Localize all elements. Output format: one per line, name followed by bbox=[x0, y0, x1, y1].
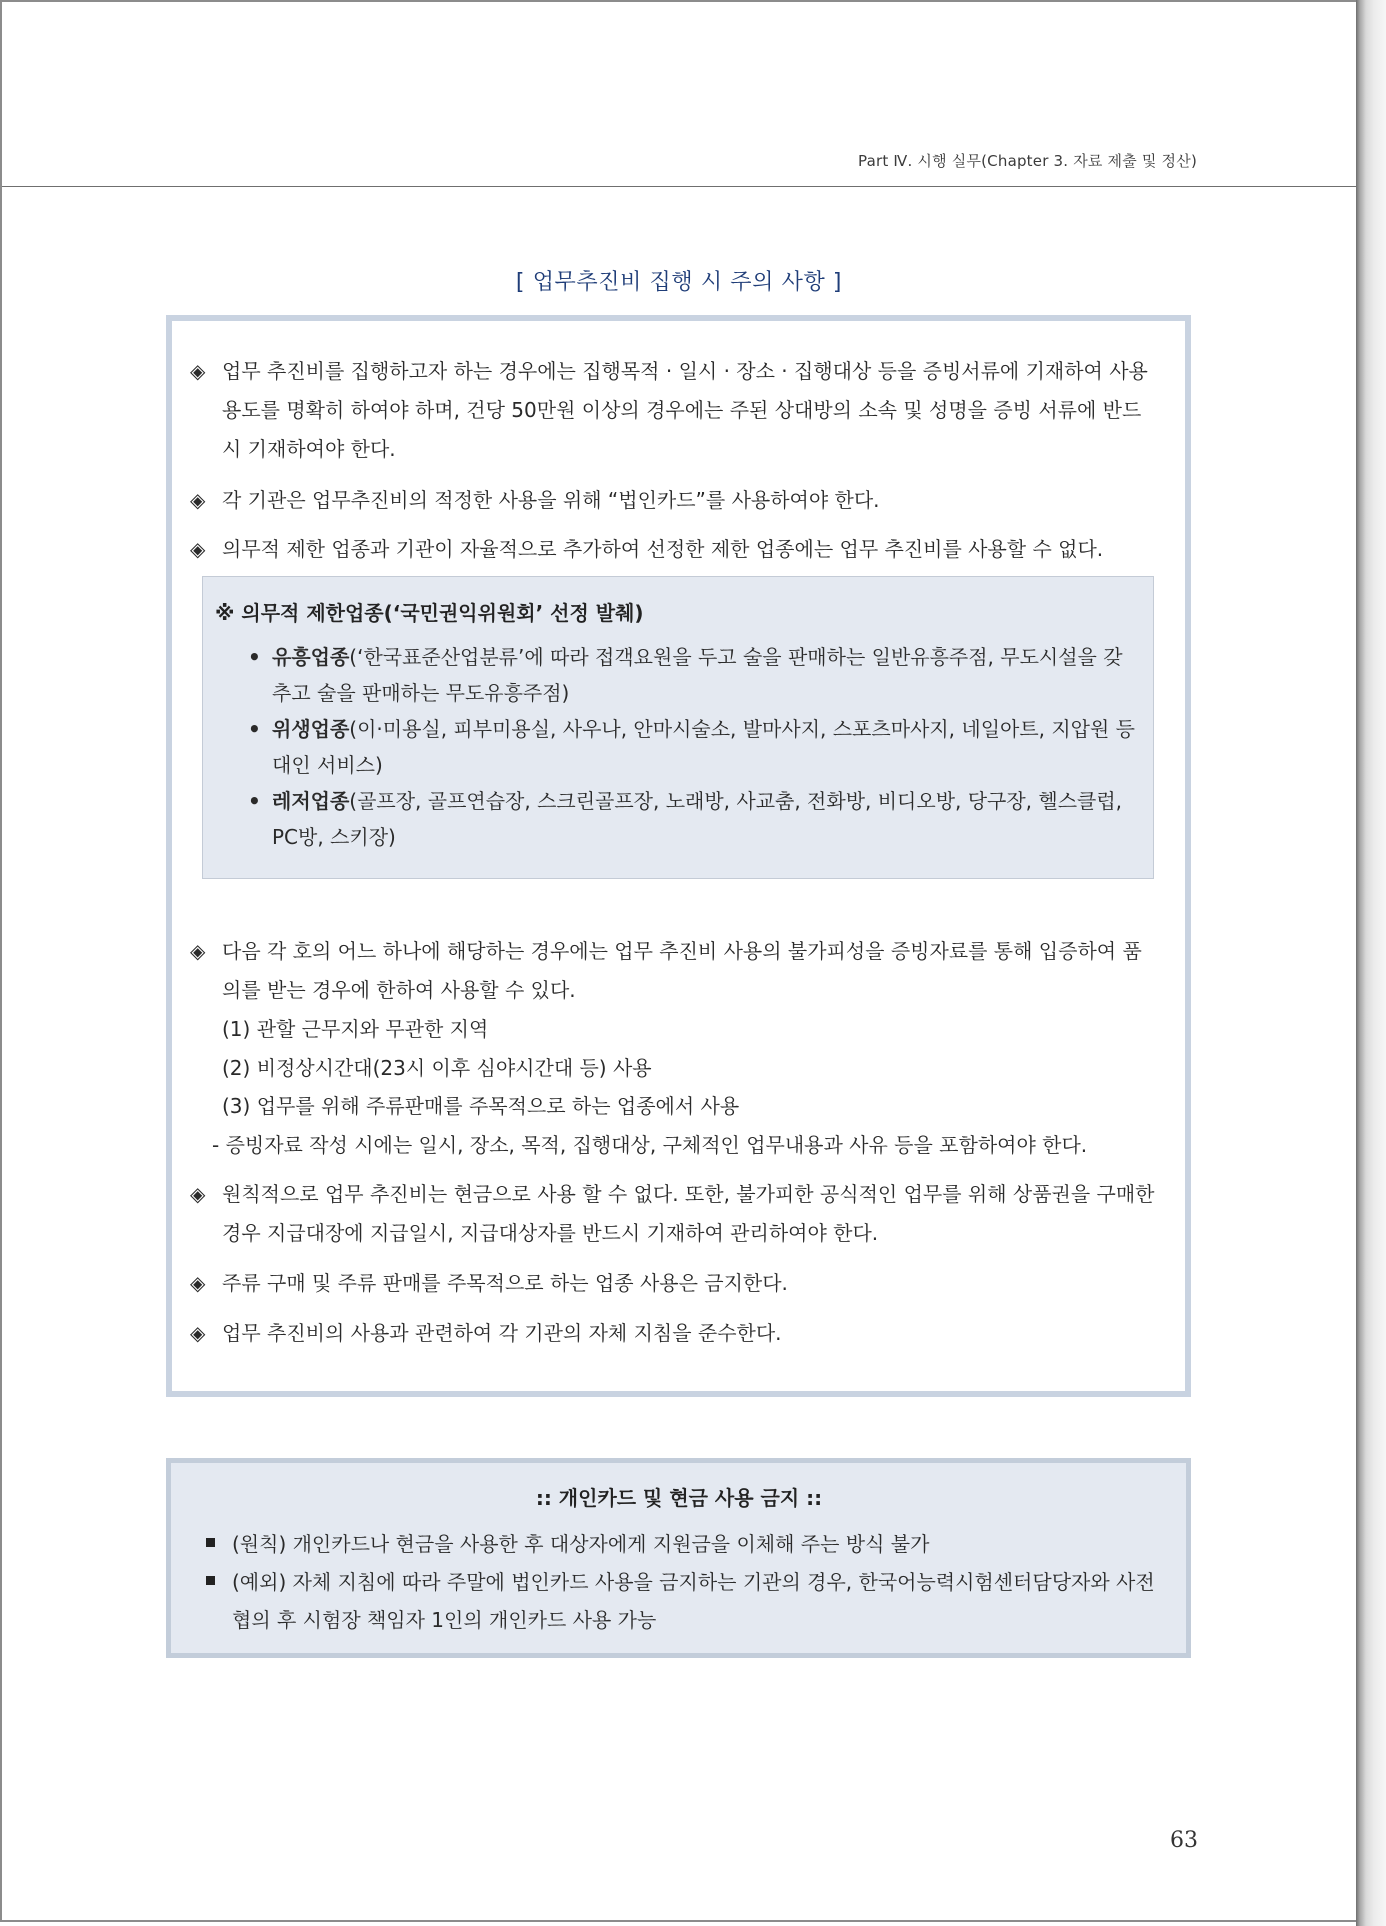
restricted-entry-detail: (이·미용실, 피부미용실, 사우나, 안마시술소, 발마사지, 스포츠마사지, 네일아트, 지압원 등 대인 서비스) bbox=[272, 717, 1136, 777]
list-item-text: 원칙적으로 업무 추진비는 현금으로 사용 할 수 없다. 또한, 불가피한 공식적인 업무를 위해 상품권을 구매한 경우 지급대장에 지급일시, 지급대상자를 반드시 기재하여 관리하여야 한다. bbox=[222, 1182, 1155, 1245]
list-item-text: 각 기관은 업무추진비의 적정한 사용을 위해 “법인카드”를 사용하여야 한다. bbox=[222, 488, 880, 512]
header-divider bbox=[2, 186, 1356, 187]
list-item bbox=[190, 352, 1160, 469]
restricted-entry-name: 위생업종 bbox=[272, 717, 350, 741]
diamond-bullet-icon: ◈ bbox=[190, 1321, 206, 1345]
list-item-text: 업무 추진비를 집행하고자 하는 경우에는 집행목적 · 일시 · 장소 · 집행대상 등을 증빙서류에 기재하여 사용용도를 명확히 하여야 하며, 건당 50만원 이상의 경우에는 주된 상대방의 소속 및 성명을 증빙 서류에 반드시 기재하여야 한다. bbox=[222, 359, 1148, 461]
list-item bbox=[190, 1314, 1160, 1353]
list-item-text: 의무적 제한 업종과 기관이 자율적으로 추가하여 선정한 제한 업종에는 업무 추진비를 사용할 수 없다. bbox=[222, 537, 1104, 561]
list-item bbox=[190, 481, 1160, 520]
exception-case: (2) 비정상시간대(23시 이후 심야시간대 등) 사용 bbox=[222, 1056, 652, 1080]
square-bullet-icon bbox=[206, 1576, 215, 1585]
exception-case: (1) 관할 근무지와 무관한 지역 bbox=[222, 1017, 489, 1041]
diamond-bullet-icon: ◈ bbox=[190, 1182, 206, 1206]
list-item-text: 업무 추진비의 사용과 관련하여 각 기관의 자체 지침을 준수한다. bbox=[222, 1321, 782, 1345]
exception-case: (3) 업무를 위해 주류판매를 주목적으로 하는 업종에서 사용 bbox=[222, 1094, 740, 1118]
notice-title: :: 개인카드 및 현금 사용 금지 :: bbox=[535, 1486, 823, 1510]
diamond-bullet-icon: ◈ bbox=[190, 488, 206, 512]
running-head: Part Ⅳ. 시행 실무(Chapter 3. 자료 제출 및 정산) bbox=[858, 152, 1197, 170]
restricted-entry bbox=[248, 639, 1138, 711]
diamond-bullet-icon: ◈ bbox=[190, 359, 206, 383]
list-item bbox=[190, 1175, 1160, 1253]
restricted-entry-name: 레저업종 bbox=[272, 789, 350, 813]
list-item bbox=[190, 530, 1160, 569]
restricted-entry bbox=[248, 711, 1138, 783]
dot-bullet-icon: • bbox=[248, 717, 261, 741]
list-item-text: 다음 각 호의 어느 하나에 해당하는 경우에는 업무 추진비 사용의 불가피성을 증빙자료를 통해 입증하여 품의를 받는 경우에 한하여 사용할 수 있다. bbox=[222, 939, 1142, 1002]
restricted-entry-detail: (‘한국표준산업분류’에 따라 접객요원을 두고 술을 판매하는 일반유흥주점, 무도시설을 갖추고 술을 판매하는 무도유흥주점) bbox=[272, 645, 1123, 705]
diamond-bullet-icon: ◈ bbox=[190, 537, 206, 561]
list-item-text: 주류 구매 및 주류 판매를 주목적으로 하는 업종 사용은 금지한다. bbox=[222, 1271, 788, 1295]
restricted-entry-name: 유흥업종 bbox=[272, 645, 350, 669]
dot-bullet-icon: • bbox=[248, 645, 261, 669]
diamond-bullet-icon: ◈ bbox=[190, 1271, 206, 1295]
section-title: [ 업무추진비 집행 시 주의 사항 ] bbox=[515, 270, 843, 295]
notice-item bbox=[206, 1563, 1166, 1639]
diamond-bullet-icon: ◈ bbox=[190, 939, 206, 963]
notice-item-text: (원칙) 개인카드나 현금을 사용한 후 대상자에게 지원금을 이체해 주는 방식 불가 bbox=[232, 1532, 930, 1556]
page-number: 63 bbox=[1170, 1828, 1198, 1853]
list-item bbox=[190, 1264, 1160, 1303]
notice-item-text: (예외) 자체 지침에 따라 주말에 법인카드 사용을 금지하는 기관의 경우, 한국어능력시험센터담당자와 사전 협의 후 시험장 책임자 1인의 개인카드 사용 가능 bbox=[232, 1570, 1155, 1632]
restricted-entry-detail: (골프장, 골프연습장, 스크린골프장, 노래방, 사교춤, 전화방, 비디오방, 당구장, 헬스클럽, PC방, 스키장) bbox=[272, 789, 1123, 849]
restricted-entry bbox=[248, 783, 1138, 855]
notice-item bbox=[206, 1525, 1166, 1563]
dot-bullet-icon: • bbox=[248, 789, 261, 813]
exception-note: - 증빙자료 작성 시에는 일시, 장소, 목적, 집행대상, 구체적인 업무내용과 사유 등을 포함하여야 한다. bbox=[212, 1133, 1088, 1157]
restricted-business-title: ※ 의무적 제한업종(‘국민권익위원회’ 선정 발췌) bbox=[215, 601, 644, 625]
list-item bbox=[190, 932, 1160, 1010]
page-edge-shadow bbox=[1356, 0, 1386, 1926]
square-bullet-icon bbox=[206, 1538, 215, 1547]
